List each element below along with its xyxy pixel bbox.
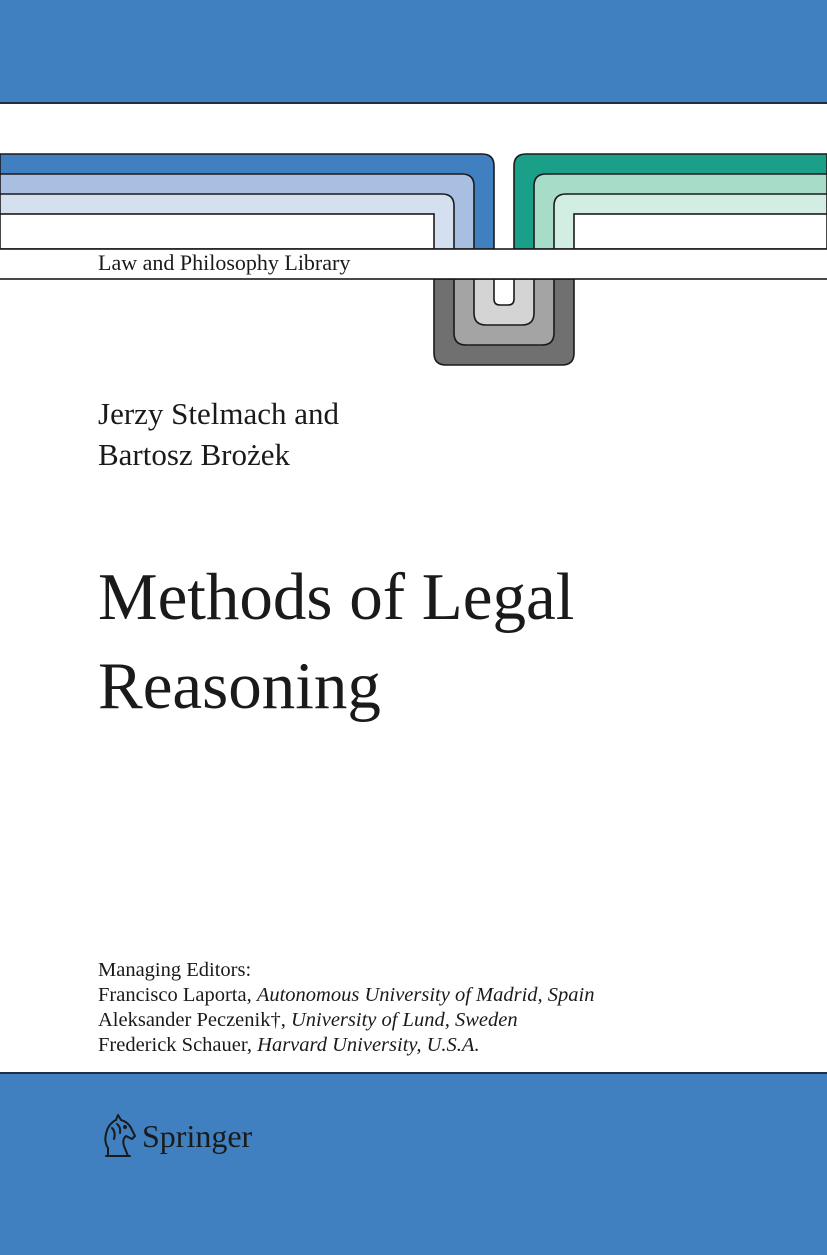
series-ornament (0, 0, 827, 400)
title-line-2: Reasoning (98, 649, 381, 723)
ornament-green-inner (574, 214, 827, 249)
book-title (98, 553, 574, 731)
bottom-color-band (0, 1072, 827, 1255)
editor-row (98, 1033, 595, 1058)
publisher-name: Springer (142, 1117, 253, 1154)
springer-horse-icon (98, 1112, 138, 1160)
ornament-gray-inner (494, 279, 514, 305)
authors (98, 393, 339, 475)
editor-row (98, 983, 595, 1008)
editor-row (98, 1008, 595, 1033)
managing-editors (98, 958, 595, 1058)
editors-heading: Managing Editors: (98, 959, 252, 981)
editor-affiliation: University of Lund, Sweden (290, 1009, 518, 1031)
author-line-2: Bartosz Brożek (98, 437, 290, 472)
editor-name: Francisco Laporta, (98, 984, 257, 1006)
series-name: Law and Philosophy Library (98, 250, 351, 275)
editor-affiliation: Harvard University, U.S.A. (257, 1034, 480, 1056)
editor-name: Aleksander Peczenik†, (98, 1009, 291, 1031)
publisher-logo (98, 1110, 252, 1162)
title-line-1: Methods of Legal (98, 560, 575, 634)
ornament-blue-inner (0, 214, 434, 249)
editor-name: Frederick Schauer, (98, 1034, 258, 1056)
editor-affiliation: Autonomous University of Madrid, Spain (256, 984, 595, 1006)
author-line-1: Jerzy Stelmach and (98, 396, 340, 431)
